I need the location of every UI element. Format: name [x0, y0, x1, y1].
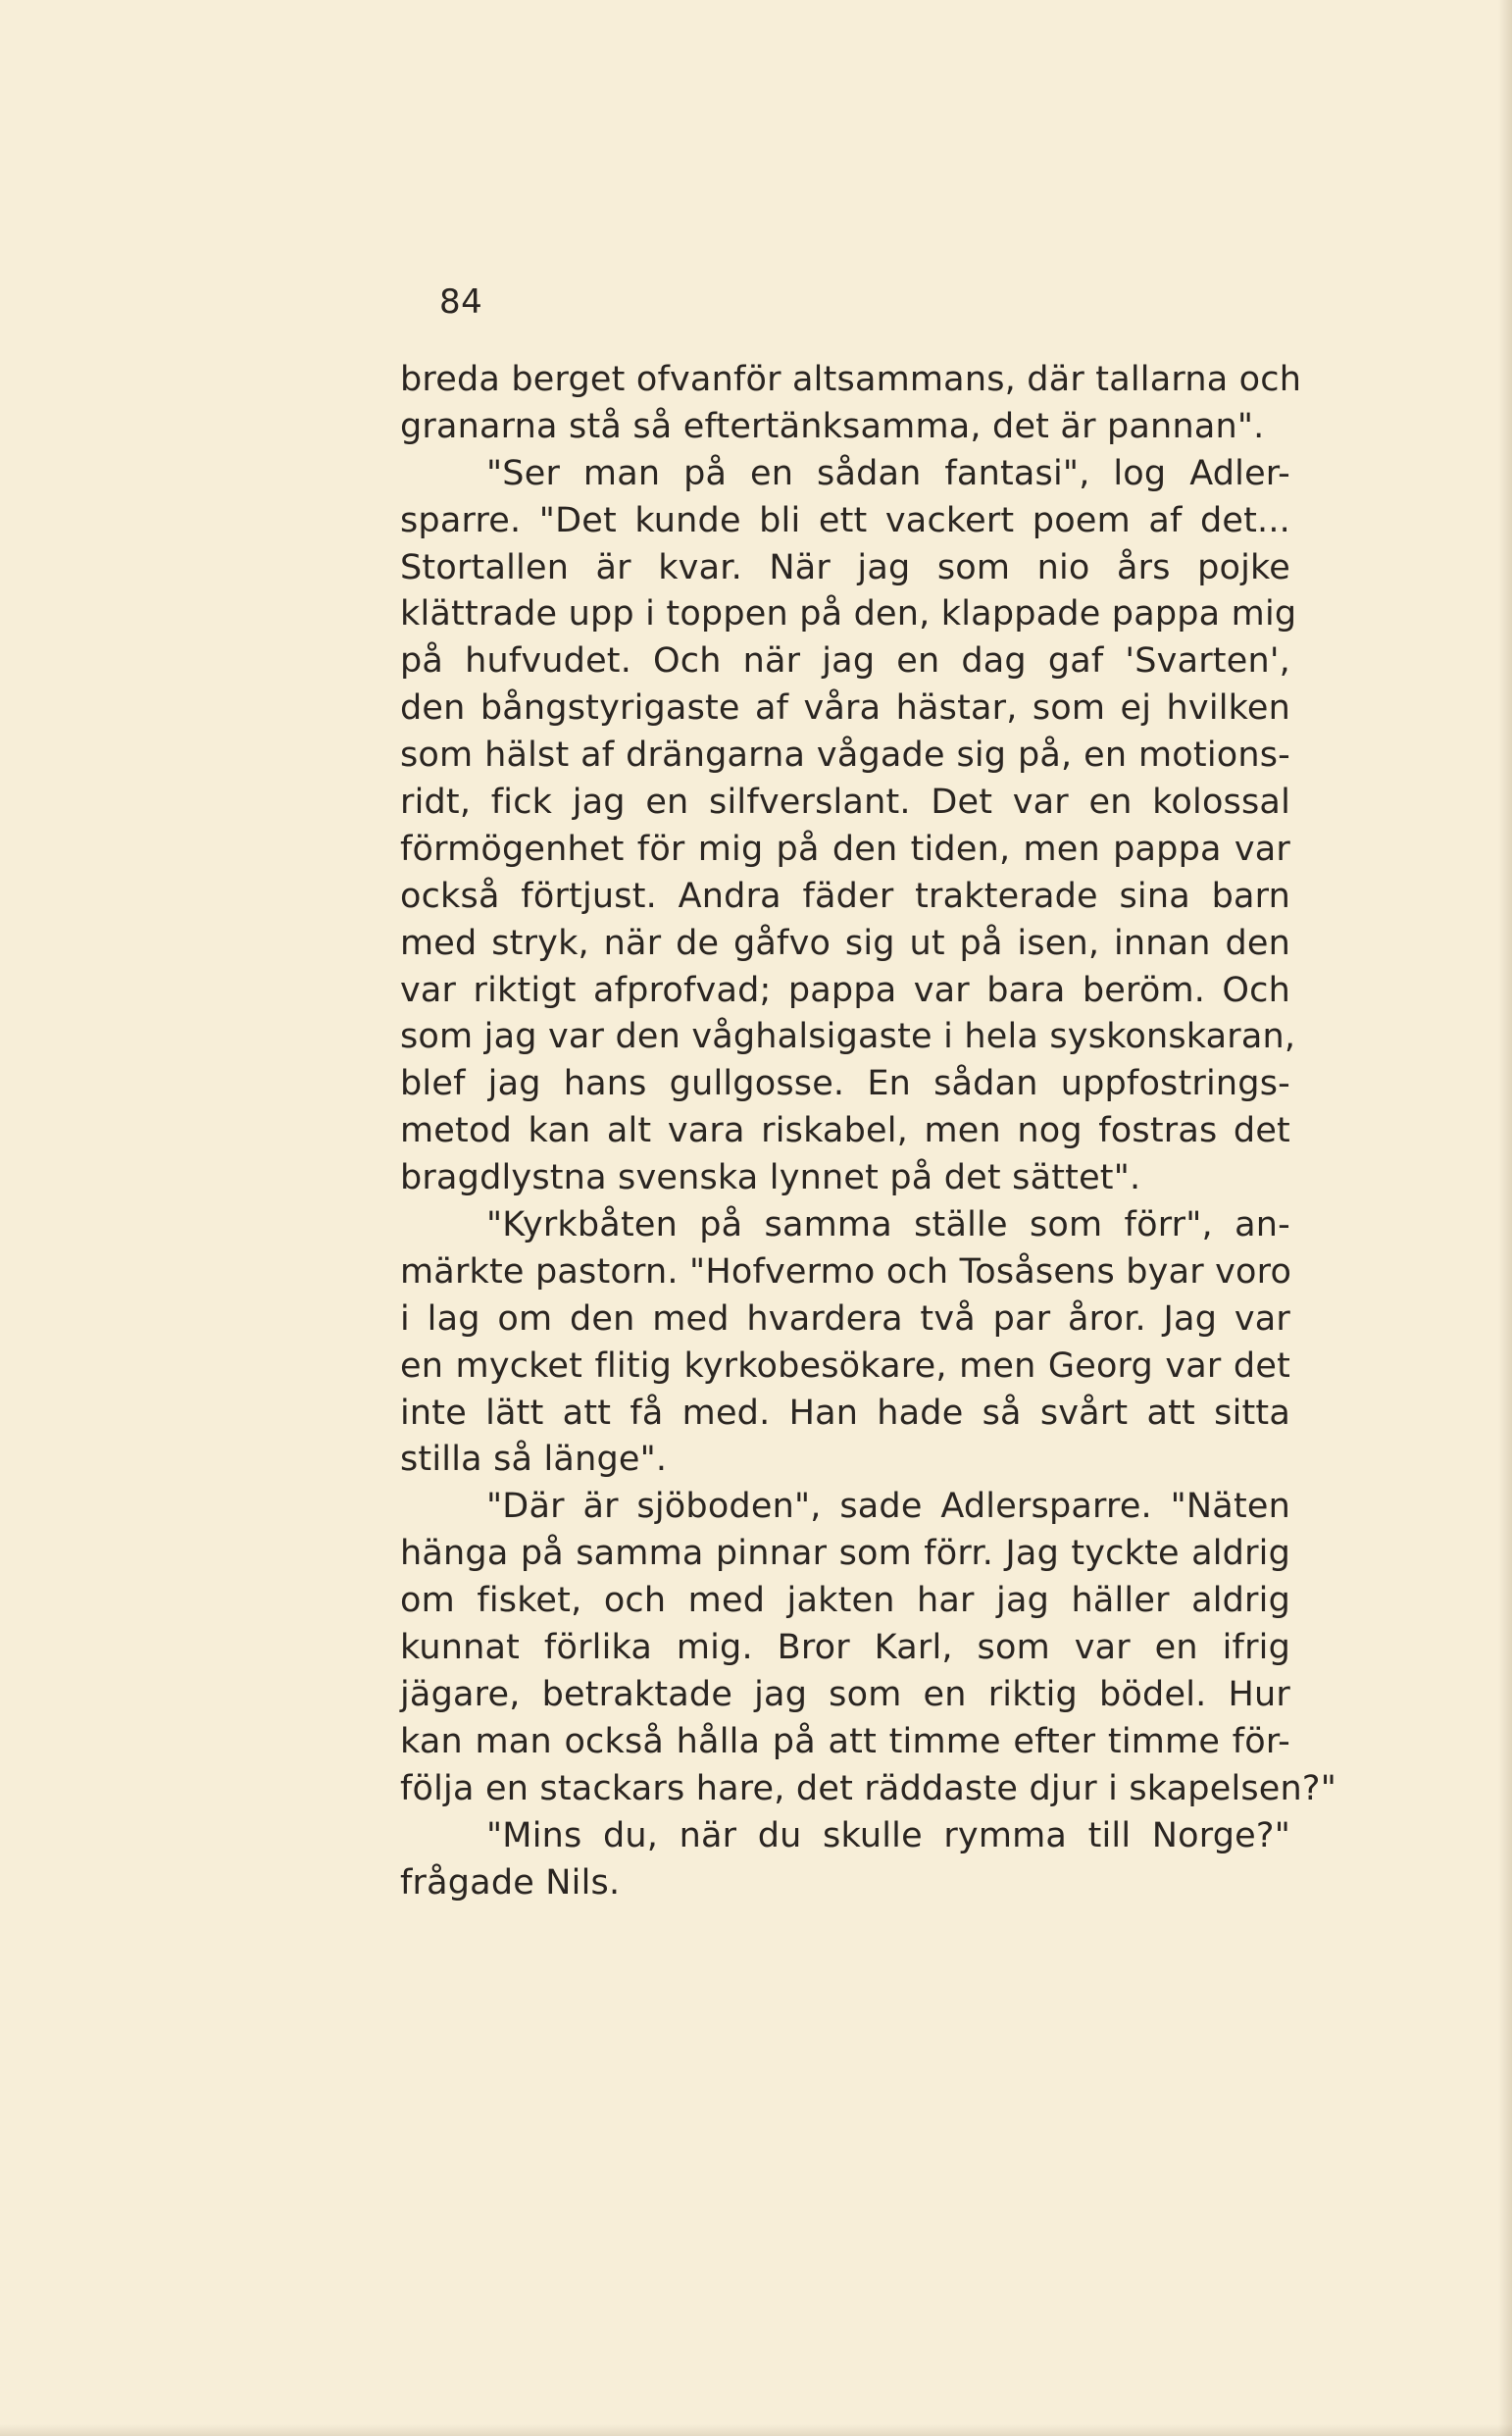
- text-line: breda berget ofvanför altsammans, där tallarna och: [400, 360, 1302, 399]
- text-line: jägare, betraktade jag som en riktig bödel. Hur: [400, 1674, 1290, 1714]
- text-line: "Ser man på en sådan fantasi", log Adler-: [486, 453, 1290, 493]
- page-edge-shadow: [1498, 0, 1512, 2436]
- text-line: kan man också hålla på att timme efter timme för-: [400, 1721, 1290, 1761]
- text-line: på hufvudet. Och när jag en dag gaf 'Svarten',: [400, 641, 1290, 682]
- text-line: "Kyrkbåten på samma ställe som förr", an-: [486, 1205, 1290, 1245]
- text-line: sparre. "Det kunde bli ett vackert poem af det...: [400, 500, 1290, 540]
- text-line: förmögenhet för mig på den tiden, men pappa var: [400, 829, 1290, 869]
- text-line: inte lätt att få med. Han hade så svårt att sitta: [400, 1393, 1290, 1433]
- text-line: en mycket flitig kyrkobesökare, men Georg var det: [400, 1345, 1290, 1386]
- text-line: i lag om den med hvardera två par åror. Jag var: [400, 1298, 1290, 1339]
- text-line: bragdlystna svenska lynnet på det sättet".: [400, 1158, 1141, 1198]
- text-line: var riktigt afprofvad; pappa var bara beröm. Och: [400, 970, 1290, 1010]
- text-line: stilla så länge".: [400, 1440, 668, 1480]
- text-line: ridt, fick jag en silfverslant. Det var en kolossal: [400, 783, 1290, 823]
- text-line: som hälst af drängarna vågade sig på, en motions-: [400, 736, 1290, 776]
- text-line: granarna stå så eftertänksamma, det är pannan".: [400, 406, 1265, 446]
- text-line: "Där är sjöboden", sade Adlersparre. "Näten: [486, 1487, 1290, 1527]
- body-text: [400, 357, 1336, 1906]
- text-line: med stryk, när de gåfvo sig ut på isen, innan den: [400, 923, 1290, 963]
- text-line: hänga på samma pinnar som förr. Jag tyckte aldrig: [400, 1534, 1290, 1574]
- text-line: som jag var den våghalsigaste i hela syskonskaran,: [400, 1017, 1296, 1057]
- text-line: "Mins du, när du skulle rymma till Norge?": [486, 1815, 1290, 1855]
- text-line: märkte pastorn. "Hofvermo och Tosåsens byar voro: [400, 1251, 1292, 1292]
- text-line: kunnat förlika mig. Bror Karl, som var en ifrig: [400, 1628, 1290, 1668]
- text-line: följa en stackars hare, det räddaste djur i skapelsen?": [400, 1768, 1336, 1808]
- text-line: blef jag hans gullgosse. En sådan uppfostrings-: [400, 1064, 1290, 1104]
- text-line: också förtjust. Andra fäder trakterade sina barn: [400, 876, 1290, 916]
- text-line: metod kan alt vara riskabel, men nog fostras det: [400, 1111, 1290, 1151]
- text-line: frågade Nils.: [400, 1862, 621, 1903]
- page-number: 84: [439, 282, 483, 322]
- text-line: Stortallen är kvar. När jag som nio års pojke: [400, 547, 1290, 587]
- text-line: den bångstyrigaste af våra hästar, som ej hvilken: [400, 688, 1290, 729]
- page-bottom-edge: [0, 2424, 1512, 2436]
- text-line: om fisket, och med jakten har jag häller aldrig: [400, 1581, 1290, 1621]
- text-line: klättrade upp i toppen på den, klappade pappa mig: [400, 594, 1297, 634]
